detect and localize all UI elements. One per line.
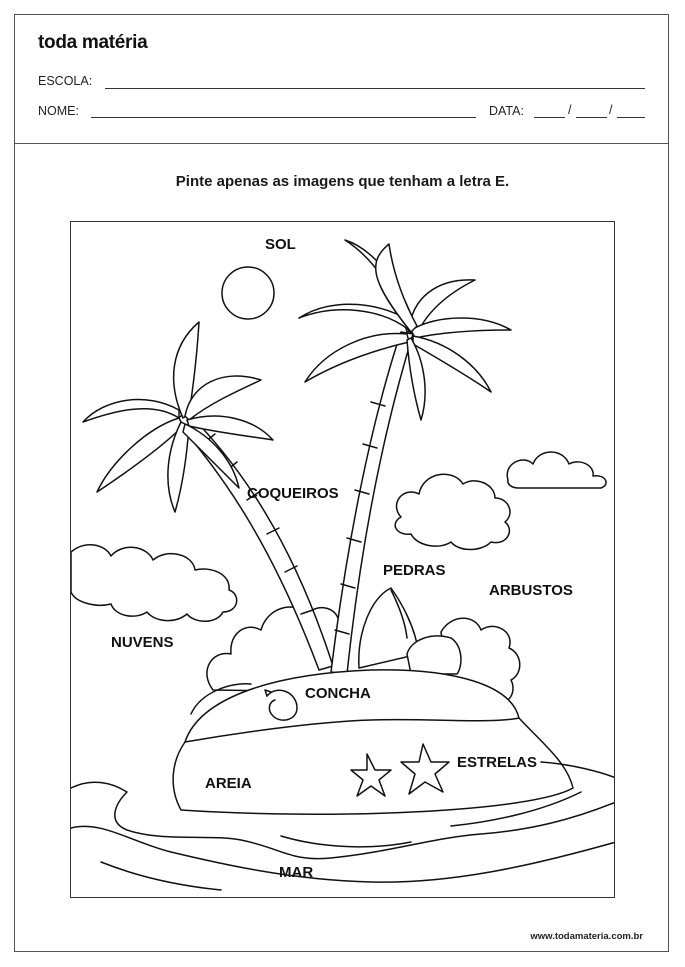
label-sol: SOL [265,236,296,253]
footer-url[interactable]: www.todamateria.com.br [530,931,643,942]
date-label: DATA: [489,104,524,118]
cloud-drawing [507,452,606,488]
date-day-field[interactable] [534,117,565,118]
date-separator: / [609,103,613,117]
cloud-drawing [395,474,510,549]
header-divider [14,143,669,144]
label-concha: CONCHA [305,685,371,702]
name-field[interactable] [91,117,476,118]
label-pedras: PEDRAS [383,562,446,579]
cloud-drawing [71,545,237,622]
date-separator: / [568,103,572,117]
coloring-picture[interactable] [70,221,615,898]
palm-leaves-drawing [83,400,179,422]
brand-logo: toda matéria [38,32,148,53]
label-mar: MAR [279,864,314,881]
label-nuvens: NUVENS [111,634,174,651]
label-coqueiros: COQUEIROS [247,485,339,502]
label-estrelas: ESTRELAS [457,754,538,771]
instruction-text: Pinte apenas as imagens que tenham a letra E. [175,173,510,190]
date-year-field[interactable] [617,117,645,118]
label-arbustos: ARBUSTOS [489,582,573,599]
sun-drawing [222,267,274,319]
label-areia: AREIA [205,775,252,792]
name-label: NOME: [38,104,79,118]
date-month-field[interactable] [576,117,607,118]
school-field[interactable] [105,88,645,89]
school-label: ESCOLA: [38,74,93,88]
